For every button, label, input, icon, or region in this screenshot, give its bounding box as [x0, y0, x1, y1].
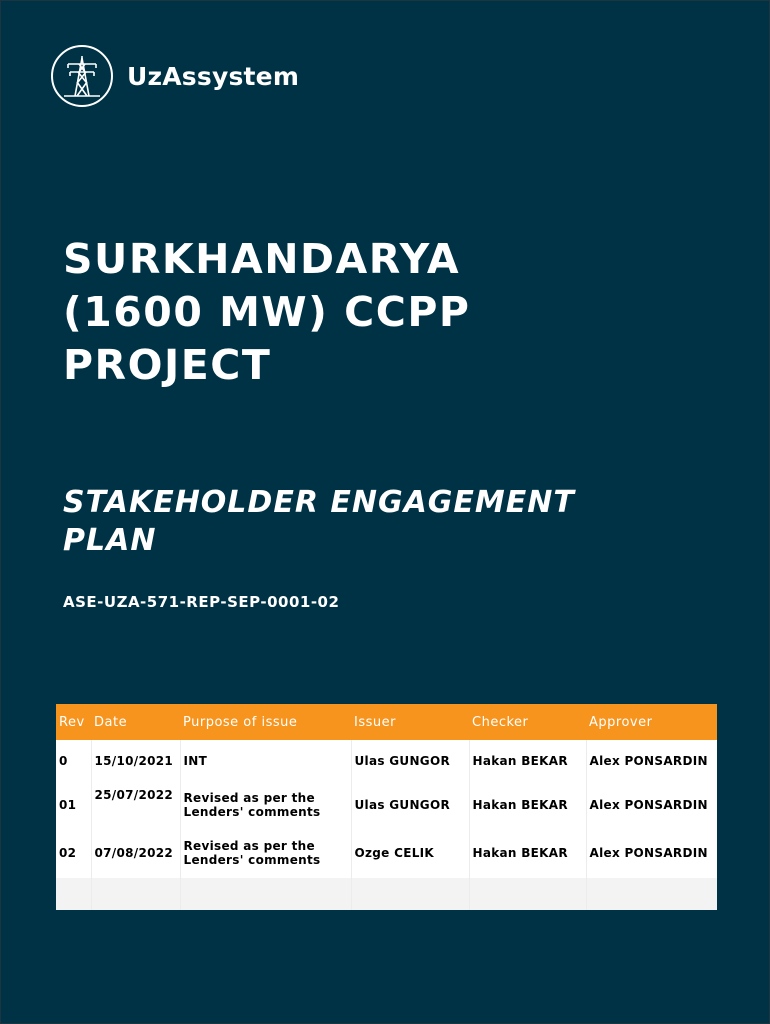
cell-purpose: Revised as per the Lenders' comments [180, 828, 351, 878]
header-date: Date [91, 704, 180, 740]
cell-issuer: Ulas GUNGOR [351, 740, 469, 782]
project-title [63, 233, 583, 392]
cell-rev: 01 [56, 782, 91, 828]
table-row [56, 740, 717, 782]
document-number: ASE-UZA-571-REP-SEP-0001-02 [63, 593, 340, 611]
header-approver: Approver [586, 704, 717, 740]
cell-date: 25/07/2022 [91, 782, 180, 828]
title-line: (1600 MW) CCPP [63, 288, 471, 336]
cell-issuer: Ulas GUNGOR [351, 782, 469, 828]
brand-name: UzAssystem [127, 61, 300, 91]
table-row-empty [56, 878, 717, 910]
cell-rev: 02 [56, 828, 91, 878]
cell-date: 15/10/2021 [91, 740, 180, 782]
revision-table [56, 704, 717, 910]
cell-empty [469, 878, 586, 910]
power-tower-icon [51, 45, 113, 107]
title-line: SURKHANDARYA [63, 235, 461, 283]
title-line: PROJECT [63, 341, 272, 389]
cell-checker: Hakan BEKAR [469, 782, 586, 828]
cell-date: 07/08/2022 [91, 828, 180, 878]
cell-empty [56, 878, 91, 910]
table-row [56, 828, 717, 878]
cell-empty [180, 878, 351, 910]
cell-purpose: INT [180, 740, 351, 782]
document-subtitle [63, 484, 663, 560]
table-row [56, 782, 717, 828]
table-header-row [56, 704, 717, 740]
cell-rev: 0 [56, 740, 91, 782]
cell-issuer: Ozge CELIK [351, 828, 469, 878]
cell-empty [91, 878, 180, 910]
cell-checker: Hakan BEKAR [469, 828, 586, 878]
cell-empty [586, 878, 717, 910]
header-checker: Checker [469, 704, 586, 740]
cell-empty [351, 878, 469, 910]
subtitle-line: PLAN [63, 523, 157, 558]
company-logo [51, 45, 299, 107]
cell-purpose: Revised as per the Lenders' comments [180, 782, 351, 828]
cell-approver: Alex PONSARDIN [589, 798, 708, 812]
subtitle-line: STAKEHOLDER ENGAGEMENT [63, 485, 575, 520]
header-purpose: Purpose of issue [180, 704, 351, 740]
cell-approver: Alex PONSARDIN [589, 754, 708, 768]
cell-approver: Alex PONSARDIN [589, 846, 708, 860]
header-rev: Rev [56, 704, 91, 740]
header-issuer: Issuer [351, 704, 469, 740]
cell-checker: Hakan BEKAR [469, 740, 586, 782]
